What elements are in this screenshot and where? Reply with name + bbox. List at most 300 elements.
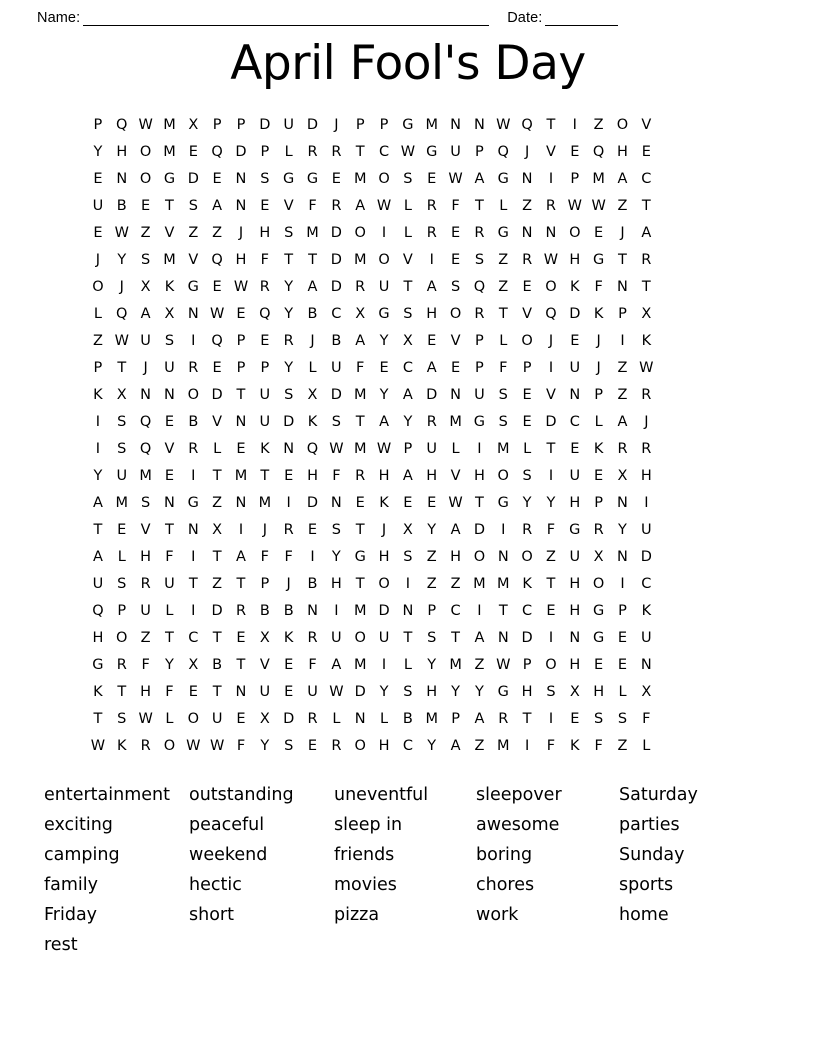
grid-cell[interactable]: F: [451, 198, 460, 214]
grid-cell[interactable]: P: [618, 306, 627, 322]
grid-cell[interactable]: E: [570, 144, 580, 160]
grid-cell[interactable]: H: [521, 684, 533, 700]
grid-cell[interactable]: E: [260, 333, 270, 349]
grid-cell[interactable]: R: [307, 711, 318, 727]
grid-cell[interactable]: N: [307, 603, 318, 619]
grid-cell[interactable]: F: [499, 360, 508, 376]
grid-cell[interactable]: P: [594, 495, 604, 511]
grid-cell[interactable]: F: [260, 252, 269, 268]
grid-cell[interactable]: L: [642, 738, 651, 754]
grid-cell[interactable]: T: [403, 279, 413, 295]
grid-cell[interactable]: J: [310, 333, 315, 349]
grid-cell[interactable]: O: [354, 738, 366, 754]
grid-cell[interactable]: Y: [284, 279, 294, 295]
grid-cell[interactable]: N: [617, 495, 628, 511]
grid-cell[interactable]: C: [331, 306, 342, 322]
grid-cell[interactable]: E: [236, 711, 246, 727]
grid-cell[interactable]: E: [212, 360, 222, 376]
grid-cell[interactable]: T: [212, 630, 222, 646]
grid-cell[interactable]: I: [95, 414, 101, 430]
grid-cell[interactable]: W: [90, 738, 106, 754]
grid-cell[interactable]: Q: [139, 414, 152, 430]
word-list-item[interactable]: friends: [334, 845, 395, 865]
grid-cell[interactable]: V: [259, 657, 270, 673]
grid-cell[interactable]: J: [596, 360, 601, 376]
grid-cell[interactable]: F: [141, 657, 150, 673]
grid-cell[interactable]: N: [617, 549, 628, 565]
grid-cell[interactable]: U: [140, 603, 151, 619]
grid-cell[interactable]: E: [331, 171, 341, 187]
grid-cell[interactable]: Y: [474, 684, 484, 700]
grid-cell[interactable]: Y: [93, 144, 103, 160]
grid-cell[interactable]: D: [473, 522, 485, 538]
grid-cell[interactable]: D: [283, 414, 295, 430]
grid-cell[interactable]: R: [307, 630, 318, 646]
grid-cell[interactable]: R: [188, 441, 199, 457]
grid-cell[interactable]: R: [140, 576, 151, 592]
grid-cell[interactable]: R: [307, 144, 318, 160]
grid-cell[interactable]: S: [546, 684, 556, 700]
grid-cell[interactable]: X: [307, 387, 318, 403]
grid-cell[interactable]: Q: [306, 441, 319, 457]
grid-cell[interactable]: G: [306, 171, 319, 187]
name-write-line[interactable]: [83, 12, 489, 26]
grid-cell[interactable]: W: [114, 333, 129, 349]
grid-cell[interactable]: E: [212, 171, 222, 187]
grid-cell[interactable]: L: [594, 414, 603, 430]
grid-cell[interactable]: E: [450, 360, 461, 376]
grid-cell[interactable]: G: [187, 495, 199, 511]
grid-cell[interactable]: Q: [473, 279, 486, 295]
grid-cell[interactable]: E: [141, 198, 151, 214]
grid-cell[interactable]: S: [141, 495, 151, 511]
grid-cell[interactable]: H: [473, 468, 485, 484]
grid-cell[interactable]: I: [191, 333, 196, 349]
grid-cell[interactable]: F: [236, 738, 246, 754]
word-list-item[interactable]: uneventful: [334, 785, 429, 805]
grid-cell[interactable]: O: [187, 387, 199, 403]
grid-cell[interactable]: E: [284, 468, 294, 484]
grid-cell[interactable]: Q: [521, 117, 533, 133]
grid-cell[interactable]: Y: [117, 252, 127, 268]
grid-cell[interactable]: O: [616, 117, 629, 133]
grid-cell[interactable]: E: [260, 198, 270, 214]
word-list-item[interactable]: Friday: [44, 905, 98, 925]
grid-cell[interactable]: O: [545, 657, 557, 673]
word-list-item[interactable]: sleepover: [476, 785, 562, 805]
word-list-item[interactable]: short: [189, 905, 234, 925]
grid-cell[interactable]: Q: [211, 252, 223, 268]
grid-cell[interactable]: E: [164, 414, 175, 430]
grid-cell[interactable]: A: [617, 414, 628, 430]
grid-cell[interactable]: I: [310, 549, 315, 565]
grid-cell[interactable]: E: [403, 495, 413, 511]
grid-cell[interactable]: P: [379, 117, 389, 133]
grid-cell[interactable]: G: [163, 171, 176, 187]
grid-cell[interactable]: Y: [522, 495, 532, 511]
grid-cell[interactable]: P: [212, 117, 222, 133]
grid-cell[interactable]: O: [521, 333, 533, 349]
grid-cell[interactable]: I: [477, 603, 482, 619]
grid-cell[interactable]: G: [187, 279, 199, 295]
grid-cell[interactable]: F: [546, 738, 556, 754]
grid-cell[interactable]: V: [450, 333, 461, 349]
grid-cell[interactable]: B: [307, 576, 318, 592]
grid-cell[interactable]: Z: [426, 576, 437, 592]
grid-cell[interactable]: W: [329, 441, 344, 457]
grid-cell[interactable]: G: [497, 225, 509, 241]
grid-cell[interactable]: E: [450, 225, 461, 241]
grid-cell[interactable]: G: [378, 306, 390, 322]
grid-cell[interactable]: L: [618, 684, 627, 700]
grid-cell[interactable]: N: [164, 495, 175, 511]
grid-cell[interactable]: N: [235, 171, 247, 187]
grid-cell[interactable]: Z: [450, 576, 461, 592]
word-list-item[interactable]: work: [476, 905, 519, 925]
grid-cell[interactable]: Z: [593, 117, 604, 133]
grid-cell[interactable]: A: [307, 279, 318, 295]
grid-cell[interactable]: E: [188, 684, 198, 700]
grid-cell[interactable]: P: [236, 333, 246, 349]
grid-cell[interactable]: E: [164, 468, 175, 484]
grid-cell[interactable]: U: [307, 684, 318, 700]
grid-cell[interactable]: G: [473, 414, 486, 430]
grid-cell[interactable]: C: [522, 603, 533, 619]
grid-cell[interactable]: K: [522, 576, 532, 592]
word-list-item[interactable]: sleep in: [334, 815, 403, 835]
grid-cell[interactable]: A: [92, 495, 103, 511]
grid-cell[interactable]: U: [283, 117, 294, 133]
grid-cell[interactable]: P: [260, 360, 270, 376]
grid-cell[interactable]: F: [356, 360, 365, 376]
grid-cell[interactable]: D: [330, 252, 342, 268]
grid-cell[interactable]: O: [545, 279, 557, 295]
grid-cell[interactable]: R: [283, 333, 294, 349]
grid-cell[interactable]: T: [93, 522, 103, 538]
grid-cell[interactable]: A: [474, 711, 485, 727]
grid-cell[interactable]: S: [450, 279, 461, 295]
grid-cell[interactable]: E: [236, 441, 246, 457]
grid-cell[interactable]: T: [546, 117, 556, 133]
grid-cell[interactable]: S: [284, 225, 294, 241]
grid-cell[interactable]: D: [330, 225, 342, 241]
grid-cell[interactable]: S: [284, 738, 294, 754]
grid-cell[interactable]: A: [331, 657, 342, 673]
grid-cell[interactable]: I: [548, 630, 554, 646]
grid-cell[interactable]: H: [259, 225, 271, 241]
grid-cell[interactable]: Z: [188, 225, 199, 241]
grid-cell[interactable]: R: [331, 738, 342, 754]
grid-cell[interactable]: T: [165, 522, 174, 538]
date-write-line[interactable]: [545, 12, 618, 26]
grid-cell[interactable]: U: [259, 414, 271, 430]
grid-cell[interactable]: U: [378, 630, 390, 646]
grid-cell[interactable]: X: [402, 333, 413, 349]
grid-cell[interactable]: X: [259, 630, 270, 646]
grid-cell[interactable]: E: [188, 144, 198, 160]
grid-cell[interactable]: M: [497, 576, 510, 592]
grid-cell[interactable]: E: [570, 333, 580, 349]
grid-cell[interactable]: N: [473, 117, 485, 133]
grid-cell[interactable]: G: [354, 549, 366, 565]
grid-cell[interactable]: O: [378, 171, 390, 187]
grid-cell[interactable]: R: [474, 306, 485, 322]
grid-cell[interactable]: I: [644, 495, 649, 511]
grid-cell[interactable]: O: [139, 171, 152, 187]
grid-cell[interactable]: U: [474, 387, 485, 403]
grid-cell[interactable]: H: [378, 549, 390, 565]
grid-cell[interactable]: T: [117, 684, 127, 700]
grid-cell[interactable]: U: [164, 576, 175, 592]
grid-cell[interactable]: N: [521, 171, 533, 187]
grid-cell[interactable]: Y: [618, 522, 627, 538]
grid-cell[interactable]: P: [594, 387, 604, 403]
grid-cell[interactable]: O: [473, 549, 486, 565]
grid-cell[interactable]: D: [306, 117, 319, 133]
grid-cell[interactable]: A: [617, 171, 628, 187]
grid-cell[interactable]: W: [543, 252, 559, 268]
grid-cell[interactable]: Z: [140, 225, 151, 241]
grid-cell[interactable]: T: [355, 522, 365, 538]
grid-cell[interactable]: R: [641, 441, 652, 457]
grid-cell[interactable]: N: [164, 387, 175, 403]
grid-cell[interactable]: X: [188, 657, 199, 673]
grid-cell[interactable]: G: [497, 171, 509, 187]
grid-cell[interactable]: K: [641, 333, 652, 349]
grid-cell[interactable]: T: [403, 630, 413, 646]
grid-cell[interactable]: P: [451, 711, 460, 727]
grid-cell[interactable]: U: [426, 441, 438, 457]
grid-cell[interactable]: K: [379, 495, 389, 511]
word-list-item[interactable]: outstanding: [189, 785, 294, 805]
grid-cell[interactable]: A: [212, 198, 223, 214]
grid-cell[interactable]: O: [354, 630, 366, 646]
grid-cell[interactable]: U: [211, 711, 223, 727]
grid-cell[interactable]: N: [235, 684, 247, 700]
grid-cell[interactable]: R: [498, 711, 509, 727]
grid-cell[interactable]: Y: [165, 657, 174, 673]
grid-cell[interactable]: O: [354, 225, 366, 241]
grid-cell[interactable]: Q: [116, 117, 128, 133]
grid-cell[interactable]: O: [497, 468, 509, 484]
word-list-item[interactable]: parties: [619, 815, 680, 835]
grid-cell[interactable]: X: [617, 468, 628, 484]
grid-cell[interactable]: B: [116, 198, 127, 214]
grid-cell[interactable]: W: [639, 360, 654, 376]
grid-cell[interactable]: P: [403, 441, 413, 457]
grid-cell[interactable]: M: [353, 657, 367, 673]
grid-cell[interactable]: M: [353, 603, 367, 619]
grid-cell[interactable]: R: [426, 198, 437, 214]
grid-cell[interactable]: K: [117, 738, 127, 754]
grid-cell[interactable]: I: [238, 522, 244, 538]
grid-cell[interactable]: T: [474, 495, 484, 511]
grid-cell[interactable]: Y: [260, 738, 270, 754]
grid-cell[interactable]: E: [570, 711, 580, 727]
grid-cell[interactable]: M: [163, 252, 176, 268]
grid-cell[interactable]: R: [355, 468, 366, 484]
grid-cell[interactable]: R: [188, 360, 199, 376]
grid-cell[interactable]: F: [332, 468, 341, 484]
grid-cell[interactable]: N: [187, 522, 199, 538]
grid-cell[interactable]: Z: [617, 198, 628, 214]
grid-cell[interactable]: Z: [617, 738, 628, 754]
grid-cell[interactable]: M: [306, 225, 319, 241]
grid-cell[interactable]: J: [262, 522, 267, 538]
grid-cell[interactable]: M: [163, 117, 176, 133]
grid-cell[interactable]: B: [259, 603, 270, 619]
grid-cell[interactable]: K: [260, 441, 270, 457]
grid-cell[interactable]: E: [546, 603, 556, 619]
grid-cell[interactable]: N: [450, 387, 461, 403]
grid-cell[interactable]: W: [496, 657, 511, 673]
grid-cell[interactable]: I: [548, 360, 554, 376]
grid-cell[interactable]: D: [187, 171, 199, 187]
grid-cell[interactable]: J: [381, 522, 387, 538]
grid-cell[interactable]: W: [376, 198, 392, 214]
grid-cell[interactable]: U: [569, 468, 581, 484]
grid-cell[interactable]: D: [330, 279, 342, 295]
grid-cell[interactable]: T: [236, 387, 246, 403]
grid-cell[interactable]: H: [426, 468, 438, 484]
grid-cell[interactable]: L: [165, 711, 174, 727]
grid-cell[interactable]: M: [234, 468, 248, 484]
grid-cell[interactable]: H: [140, 684, 152, 700]
word-list-item[interactable]: camping: [44, 845, 120, 865]
grid-cell[interactable]: F: [165, 549, 174, 565]
grid-cell[interactable]: K: [93, 684, 103, 700]
grid-cell[interactable]: K: [570, 279, 580, 295]
grid-cell[interactable]: D: [521, 630, 533, 646]
grid-cell[interactable]: U: [140, 333, 151, 349]
grid-cell[interactable]: T: [93, 711, 103, 727]
word-search-grid[interactable]: [86, 112, 730, 760]
grid-cell[interactable]: W: [400, 144, 416, 160]
grid-cell[interactable]: M: [497, 738, 510, 754]
grid-cell[interactable]: E: [427, 495, 437, 511]
grid-cell[interactable]: T: [260, 468, 270, 484]
grid-cell[interactable]: E: [617, 630, 628, 646]
grid-cell[interactable]: D: [211, 387, 223, 403]
grid-cell[interactable]: R: [355, 279, 366, 295]
grid-cell[interactable]: L: [380, 711, 389, 727]
grid-cell[interactable]: M: [425, 117, 438, 133]
grid-cell[interactable]: U: [378, 279, 390, 295]
grid-cell[interactable]: O: [163, 738, 176, 754]
grid-cell[interactable]: N: [116, 171, 128, 187]
word-list-item[interactable]: chores: [476, 875, 535, 895]
grid-cell[interactable]: M: [425, 711, 438, 727]
grid-cell[interactable]: S: [474, 252, 485, 268]
grid-cell[interactable]: U: [92, 576, 104, 592]
grid-cell[interactable]: E: [93, 171, 103, 187]
grid-cell[interactable]: D: [640, 549, 652, 565]
grid-cell[interactable]: G: [426, 144, 438, 160]
grid-cell[interactable]: S: [403, 549, 413, 565]
grid-cell[interactable]: T: [641, 198, 651, 214]
grid-cell[interactable]: T: [355, 144, 365, 160]
grid-cell[interactable]: W: [376, 441, 392, 457]
grid-cell[interactable]: H: [569, 495, 581, 511]
grid-cell[interactable]: E: [355, 495, 365, 511]
grid-cell[interactable]: H: [569, 252, 581, 268]
grid-cell[interactable]: J: [119, 279, 124, 295]
grid-cell[interactable]: W: [209, 306, 225, 322]
grid-cell[interactable]: G: [569, 522, 581, 538]
grid-cell[interactable]: S: [331, 414, 341, 430]
word-list-item[interactable]: hectic: [189, 875, 242, 895]
grid-cell[interactable]: E: [427, 333, 437, 349]
grid-cell[interactable]: G: [497, 495, 509, 511]
grid-cell[interactable]: O: [378, 576, 390, 592]
grid-cell[interactable]: N: [235, 495, 247, 511]
grid-cell[interactable]: I: [548, 171, 554, 187]
grid-cell[interactable]: X: [140, 279, 151, 295]
grid-cell[interactable]: B: [188, 414, 199, 430]
grid-cell[interactable]: S: [188, 198, 198, 214]
grid-cell[interactable]: T: [641, 279, 651, 295]
grid-cell[interactable]: D: [354, 684, 366, 700]
grid-cell[interactable]: J: [644, 414, 649, 430]
grid-cell[interactable]: D: [211, 603, 223, 619]
grid-cell[interactable]: M: [353, 252, 367, 268]
word-list-item[interactable]: peaceful: [189, 815, 265, 835]
grid-cell[interactable]: Z: [212, 225, 223, 241]
grid-cell[interactable]: I: [191, 549, 196, 565]
grid-cell[interactable]: M: [592, 171, 605, 187]
grid-cell[interactable]: H: [330, 576, 342, 592]
grid-cell[interactable]: H: [426, 684, 438, 700]
grid-cell[interactable]: I: [620, 333, 625, 349]
grid-cell[interactable]: P: [93, 117, 103, 133]
grid-cell[interactable]: R: [235, 603, 247, 619]
grid-cell[interactable]: H: [617, 144, 628, 160]
grid-cell[interactable]: I: [501, 522, 506, 538]
grid-cell[interactable]: W: [448, 171, 463, 187]
grid-cell[interactable]: D: [545, 414, 557, 430]
word-list-item[interactable]: movies: [334, 875, 397, 895]
grid-cell[interactable]: N: [235, 198, 247, 214]
grid-cell[interactable]: L: [308, 360, 317, 376]
grid-cell[interactable]: R: [426, 414, 437, 430]
grid-cell[interactable]: P: [522, 657, 532, 673]
grid-cell[interactable]: J: [524, 144, 530, 160]
grid-cell[interactable]: M: [449, 414, 462, 430]
word-list-item[interactable]: entertainment: [44, 785, 170, 805]
grid-cell[interactable]: H: [378, 468, 390, 484]
grid-cell[interactable]: T: [212, 549, 222, 565]
grid-cell[interactable]: T: [165, 198, 174, 214]
grid-cell[interactable]: P: [117, 603, 127, 619]
grid-cell[interactable]: G: [92, 657, 104, 673]
grid-cell[interactable]: O: [521, 549, 533, 565]
grid-cell[interactable]: U: [116, 468, 128, 484]
grid-cell[interactable]: I: [620, 576, 625, 592]
grid-cell[interactable]: V: [212, 414, 223, 430]
grid-cell[interactable]: G: [283, 171, 295, 187]
grid-cell[interactable]: Z: [617, 387, 628, 403]
grid-cell[interactable]: S: [164, 333, 175, 349]
grid-cell[interactable]: U: [450, 144, 461, 160]
grid-cell[interactable]: U: [331, 630, 342, 646]
grid-cell[interactable]: S: [498, 387, 508, 403]
grid-cell[interactable]: E: [594, 657, 604, 673]
grid-cell[interactable]: I: [381, 225, 387, 241]
grid-cell[interactable]: X: [212, 522, 223, 538]
grid-cell[interactable]: S: [498, 414, 508, 430]
grid-cell[interactable]: A: [450, 738, 461, 754]
grid-cell[interactable]: P: [427, 603, 437, 619]
